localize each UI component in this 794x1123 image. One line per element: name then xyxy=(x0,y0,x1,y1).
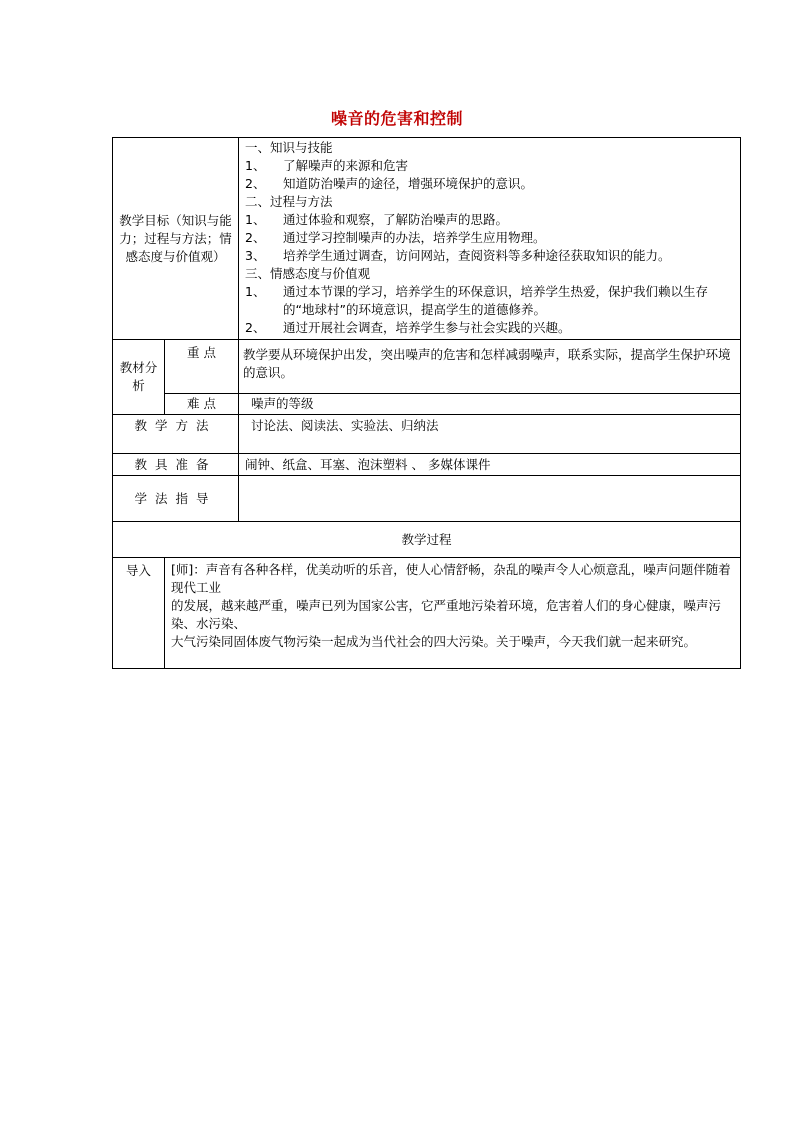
guidance-row xyxy=(113,476,741,522)
process-row xyxy=(113,522,741,558)
goals-section-3 xyxy=(245,265,736,337)
goals-section-1 xyxy=(245,139,736,193)
goals-section-heading: 二、过程与方法 xyxy=(245,194,333,209)
goal-item-number: 1、 xyxy=(245,284,266,299)
goals-label-cell xyxy=(113,138,239,340)
goal-item-number: 1、 xyxy=(245,212,266,227)
goals-section-heading: 三、情感态度与价值观 xyxy=(245,266,371,281)
tools-label xyxy=(113,454,239,476)
intro-line: 大气污染同固体废气物污染一起成为当代社会的四大污染。关于噪声，今天我们就一起来研究。 xyxy=(171,634,697,649)
difficulty-label: 难 点 xyxy=(165,394,239,415)
analysis-difficulty-row xyxy=(113,394,741,415)
method-row xyxy=(113,415,741,454)
key-point-label: 重 点 xyxy=(165,340,239,394)
intro-line: 的发展，越来越严重，噪声已列为国家公害，它严重地污染着环境，危害着人们的身心健康，噪声污染、水污染、 xyxy=(171,598,722,631)
goal-item xyxy=(245,283,736,319)
lesson-plan-table xyxy=(112,137,741,669)
goal-item-number: 2、 xyxy=(245,320,266,335)
goal-item-number: 1、 xyxy=(245,158,266,173)
analysis-label: 教材分析 xyxy=(119,360,158,393)
method-text: 讨论法、阅读法、实验法、归纳法 xyxy=(239,415,741,454)
goal-item xyxy=(245,157,736,175)
tools-row xyxy=(113,454,741,476)
goal-item-number: 2、 xyxy=(245,230,266,245)
goal-item xyxy=(245,229,736,247)
goal-item xyxy=(245,319,736,337)
guidance-text xyxy=(239,476,741,522)
goal-item-text: 了解噪声的来源和危害 xyxy=(283,158,409,173)
goal-item-text: 通过开展社会调查，培养学生参与社会实践的兴趣。 xyxy=(283,320,571,335)
method-label xyxy=(113,415,239,454)
intro-row xyxy=(113,558,741,669)
tools-text: 闹钟、纸盒、耳塞、泡沫塑料 、 多媒体课件 xyxy=(239,454,741,476)
goal-item-number: 2、 xyxy=(245,176,266,191)
guidance-label-text: 学法指导 xyxy=(134,490,217,506)
intro-label: 导入 xyxy=(113,558,165,669)
goal-item-text: 知道防治噪声的途径，增强环境保护的意识。 xyxy=(283,176,534,191)
process-label: 教学过程 xyxy=(113,522,741,558)
goals-content xyxy=(239,138,741,340)
analysis-label-cell xyxy=(113,340,165,415)
guidance-label xyxy=(113,476,239,522)
method-label-text: 教学方法 xyxy=(134,418,217,433)
tools-label-text: 教具准备 xyxy=(134,456,217,472)
goal-item-text: 通过体验和观察，了解防治噪声的思路。 xyxy=(283,212,509,227)
intro-line: [师]：声音有各种各样，优美动听的乐音，使人心情舒畅，杂乱的噪声令人心烦意乱，噪声问题伴随着现代工业 xyxy=(171,562,731,595)
analysis-key-row xyxy=(113,340,741,394)
intro-content xyxy=(165,558,741,669)
key-point-text: 教学要从环境保护出发，突出噪声的危害和怎样减弱噪声，联系实际，提高学生保护环境的意识。 xyxy=(239,340,741,394)
difficulty-text: 噪声的等级 xyxy=(239,394,741,415)
goals-section-heading: 一、知识与技能 xyxy=(245,140,333,155)
goal-item-text: 培养学生通过调查，访问网站，查阅资料等多种途径获取知识的能力。 xyxy=(283,248,671,263)
goals-row xyxy=(113,138,741,340)
document-title: 噪音的危害和控制 xyxy=(330,109,463,128)
goal-item-text: 通过学习控制噪声的办法，培养学生应用物理。 xyxy=(283,230,546,245)
goal-item-number: 3、 xyxy=(245,248,266,263)
goal-item xyxy=(245,175,736,193)
goals-label: 教学目标（知识与能力；过程与方法；情感态度与价值观） xyxy=(119,212,232,264)
goal-item-text: 通过本节课的学习，培养学生的环保意识，培养学生热爱，保护我们赖以生存的“地球村”的环境意识，提高学生的道德修养。 xyxy=(283,284,709,317)
goal-item xyxy=(245,211,736,229)
goal-item xyxy=(245,247,736,265)
goals-section-2 xyxy=(245,193,736,265)
